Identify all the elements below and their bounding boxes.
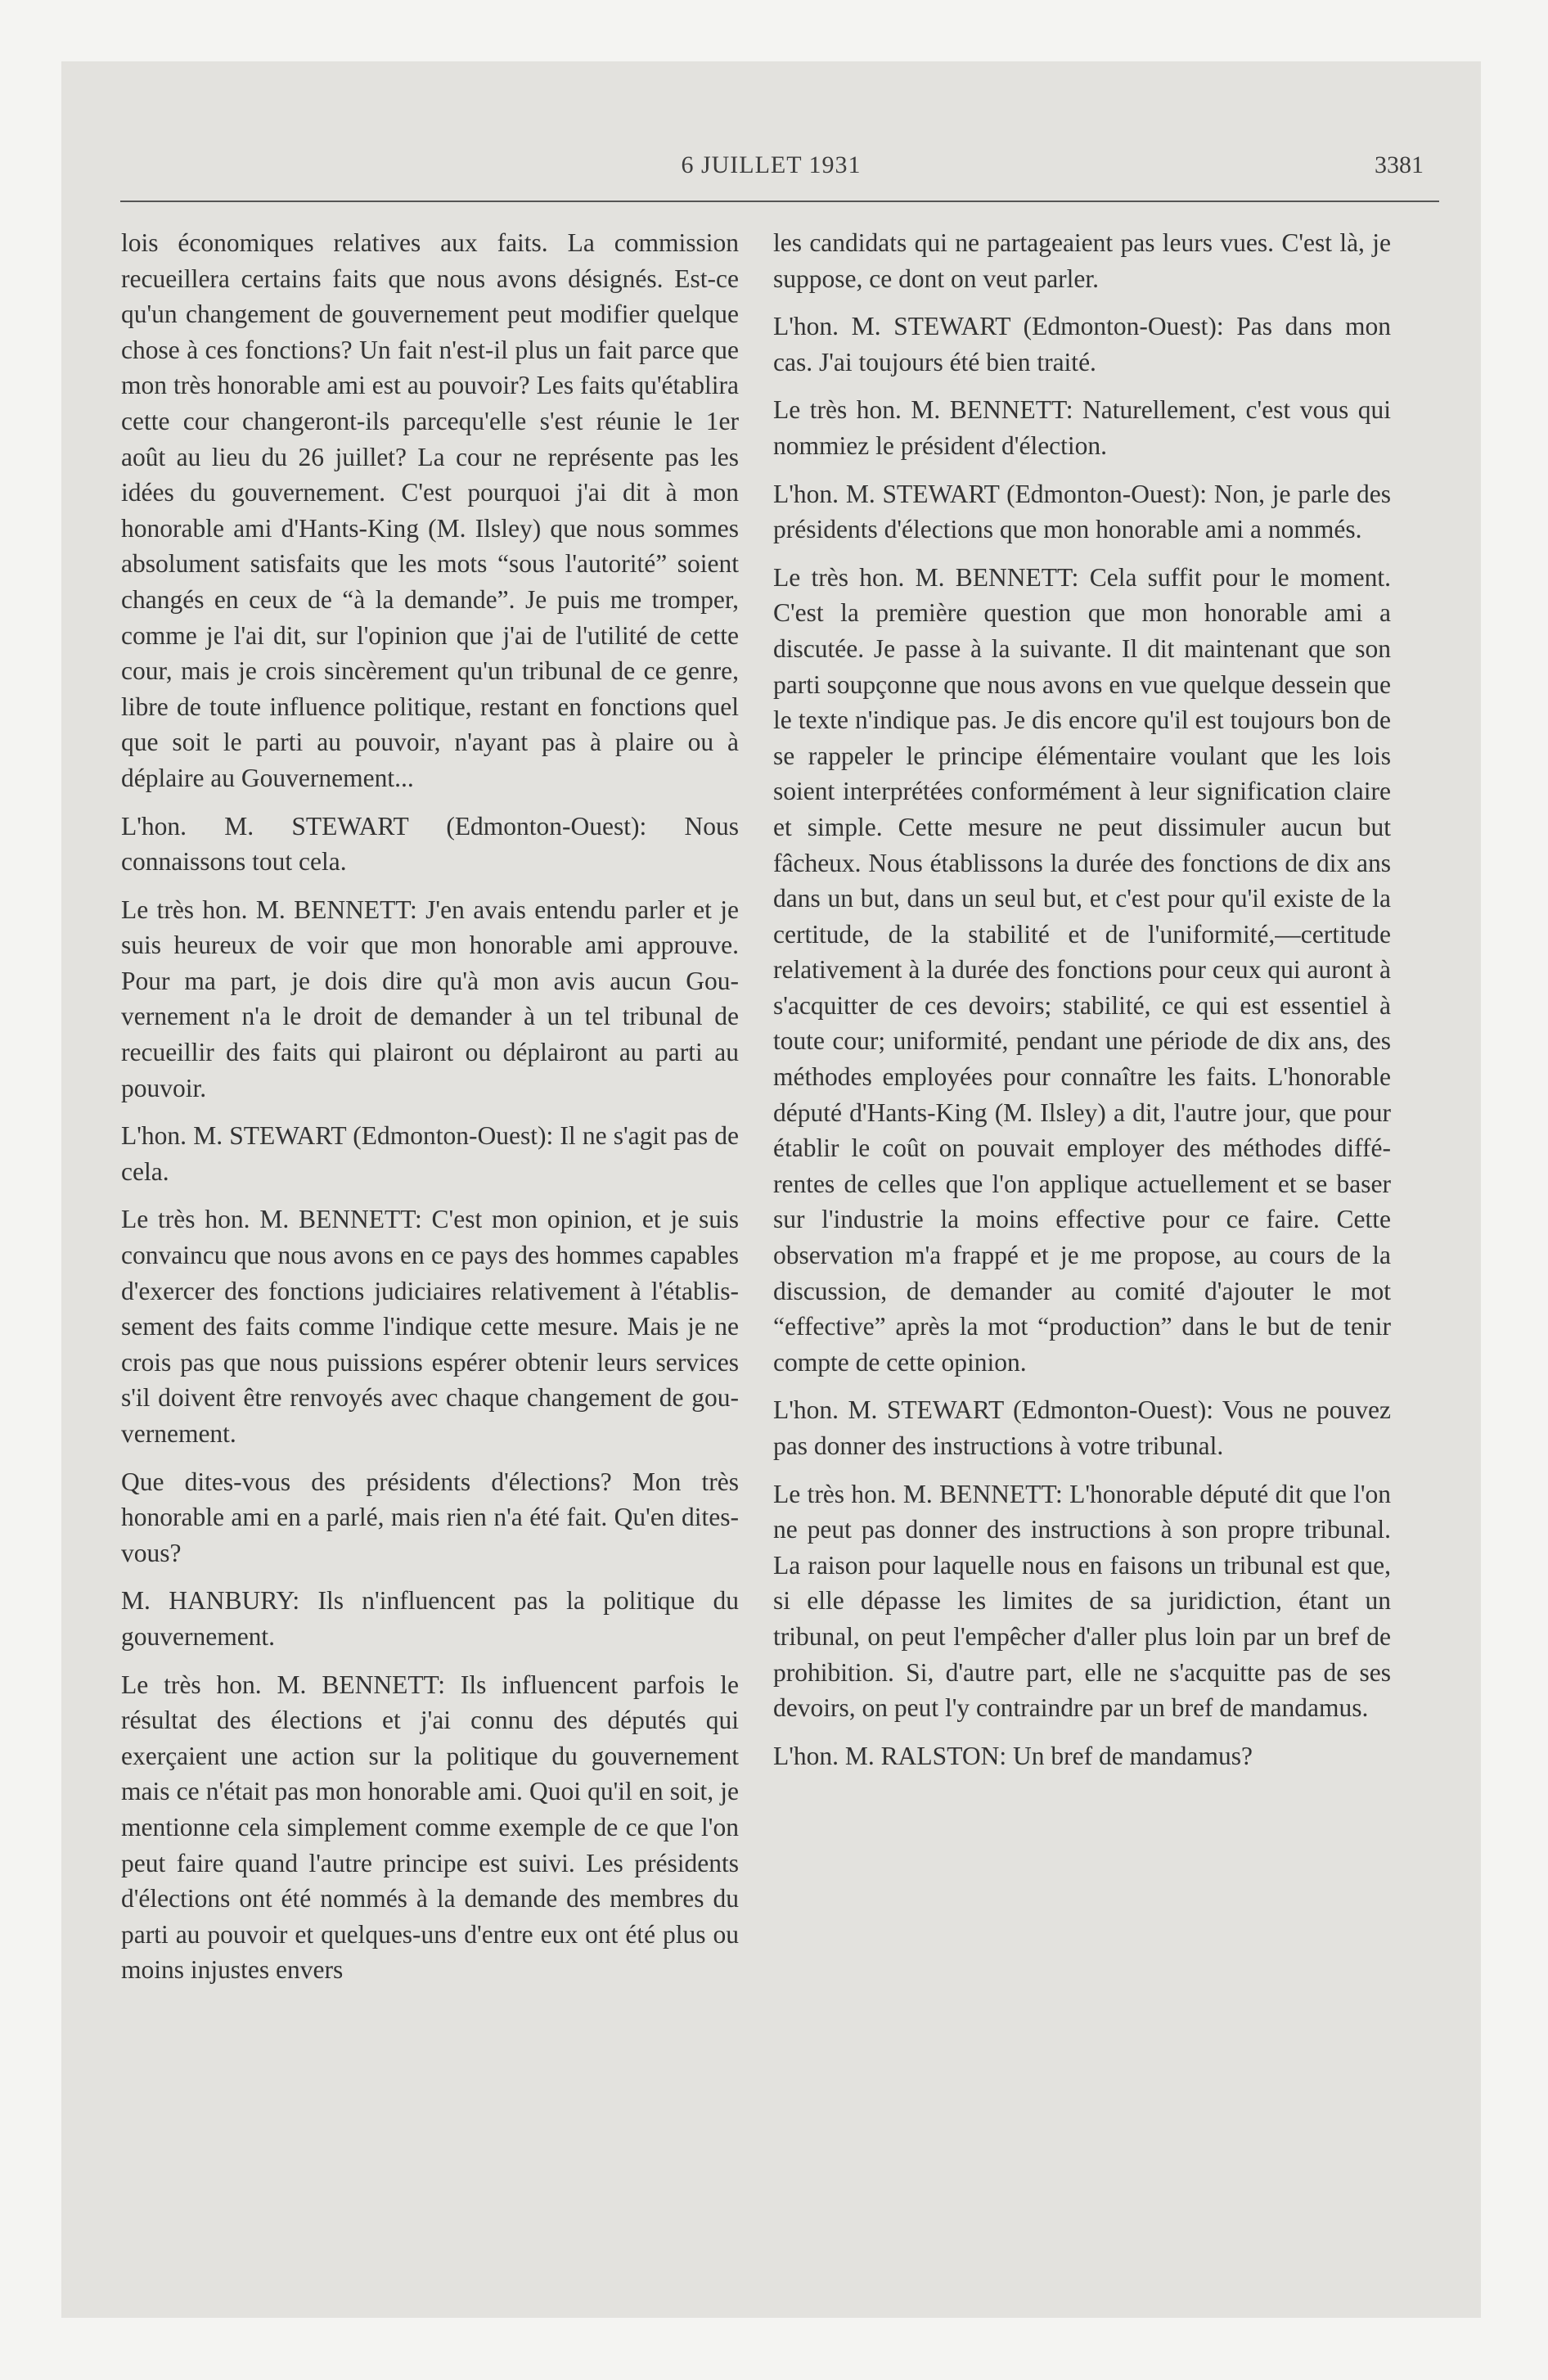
paragraph: les candidats qui ne partageaient pas leurs vues. C'est là, je suppose, ce dont on veut parler. — [773, 228, 1391, 293]
header-rule — [120, 201, 1439, 202]
paragraph: L'hon. M. STEWART (Edmonton-Ouest): Non, je parle des présidents d'élections que mon honorable ami a nommés. — [773, 479, 1391, 544]
paragraph: Le très hon. M. BENNETT: Ils influencent parfois le résultat des élections et j'ai connu des députés qui exerçaient une action sur la politique du gouvernement mais ce n'était pas mon honorable ami. Quoi qu'il en soit, je mentionne cela simplement comme exemple de ce que l'on peut faire quand l'autre principe est suivi. Les présidents d'élections ont été nommés à la demande des membres du parti au pouvoir et quelques-uns d'entre eux ont été plus ou moins injustes envers — [121, 1670, 739, 1985]
paragraph: L'hon. M. STEWART (Edmonton-Ouest): Nous connaissons tout cela. — [121, 811, 739, 877]
left-column — [121, 225, 739, 2000]
paragraph: Que dites-vous des présidents d'élections? Mon très honorable ami en a parlé, mais rien n'a été fait. Qu'en dites-vous? — [121, 1467, 739, 1567]
running-date: 6 JUILLET 1931 — [681, 151, 862, 178]
paragraph: Le très hon. M. BENNETT: Cela suffit pour le moment. C'est la première question que mon honorable ami a discutée. Je passe à la suivante. Il dit maintenant que son parti soupçonne que nous avons en vue quelque dessein que le texte n'indique pas. Je dis encore qu'il est toujours bon de se rappeler le principe élémentaire voulant que les lois soient interprétées conformément à leur signification claire et simple. Cette mesure ne peut dissimuler aucun but fâcheux. Nous établissons la durée des fonctions de dix ans dans un but, dans un seul but, et c'est pour qu'il existe de la certitude, de la stabilité et de l'uniformité,—certitude relativement à la durée des fonctions pour ceux qui auront à s'acquitter de ces devoirs; stabilité, ce qui est essentiel à toute cour; uniformité, pendant une période de dix ans, des méthodes employées pour connaître les faits. L'honorable député d'Hants-King (M. Ilsley) a dit, l'autre jour, que pour établir le coût on pouvait employer des méthodes différentes de celles que l'on applique actuellement et se baser sur l'industrie la moins effective pour ce faire. Cette observation m'a frappé et je me propose, au cours de la discussion, de demander au comité d'ajouter le mot “effective” après la mot “production” dans le but de tenir compte de cette opinion. — [773, 562, 1391, 1377]
page-number: 3381 — [1375, 151, 1424, 178]
paragraph: Le très hon. M. BENNETT: C'est mon opinion, et je suis convaincu que nous avons en ce pays des hommes capables d'exercer des fonctions judiciaires relativement à l'établissement des faits comme l'indique cette mesure. Mais je ne crois pas que nous puissions espérer obtenir leurs services s'il doivent être renvoyés avec chaque changement de gouvernement. — [121, 1205, 739, 1448]
document-page — [61, 61, 1481, 2318]
paragraph: L'hon. M. RALSTON: Un bref de mandamus? — [773, 1741, 1253, 1770]
paragraph: L'hon. M. STEWART (Edmonton-Ouest): Pas dans mon cas. J'ai toujours été bien traité. — [773, 312, 1391, 376]
paragraph: Le très hon. M. BENNETT: L'honorable député dit que l'on ne peut pas donner des instructions à son propre tribunal. La raison pour laquelle nous en faisons un tribunal est que, si elle dépasse les limites de sa juridiction, étant un tribunal, on peut l'empêcher d'aller plus loin par un bref de prohibition. Si, d'autre part, elle ne s'acquitte pas de ses devoirs, on peut l'y contraindre par un bref de mandamus. — [773, 1479, 1391, 1723]
paragraph: L'hon. M. STEWART (Edmonton-Ouest): Vous ne pouvez pas donner des instructions à votre tribunal. — [773, 1395, 1391, 1460]
paragraph: Le très hon. M. BENNETT: J'en avais entendu parler et je suis heureux de voir que mon honorable ami approuve. Pour ma part, je dois dire qu'à mon avis aucun Gouvernement n'a le droit de demander à un tel tribunal de recueillir des faits qui plairont ou déplairont au parti au pouvoir. — [121, 895, 739, 1102]
paragraph: lois économiques relatives aux faits. La commission recueillera certains faits que nous avons désignés. Est-ce qu'un changement de gouvernement peut modifier quelque chose à ces fonctions? Un fait n'est-il plus un fait parce que mon très honorable ami est au pouvoir? Les faits qu'établira cette cour changeront-ils parcequ'elle s'est réunie le 1er août au lieu du 26 juillet? La cour ne représente pas les idées du gouvernement. C'est pourquoi j'ai dit à mon honorable ami d'Hants-King (M. Ilsley) que nous sommes absolument satisfaits que les mots “sous l'autorité” soient changés en ceux de “à la demande”. Je puis me tromper, comme je l'ai dit, sur l'opinion que j'ai de l'utilité de cette cour, mais je crois sincèrement qu'un tribunal de ce genre, libre de toute influence politique, restant en fonctions quel que soit le parti au pouvoir, n'ayant pas à plaire ou à déplaire au Gouvernement... — [121, 228, 739, 792]
paragraph: Le très hon. M. BENNETT: Naturellement, c'est vous qui nommiez le président d'élection. — [773, 395, 1391, 460]
paragraph: M. HANBURY: Ils n'influencent pas la politique du gouvernement. — [121, 1586, 739, 1651]
paragraph: L'hon. M. STEWART (Edmonton-Ouest): Il ne s'agit pas de cela. — [121, 1121, 739, 1186]
right-column — [773, 225, 1391, 1786]
